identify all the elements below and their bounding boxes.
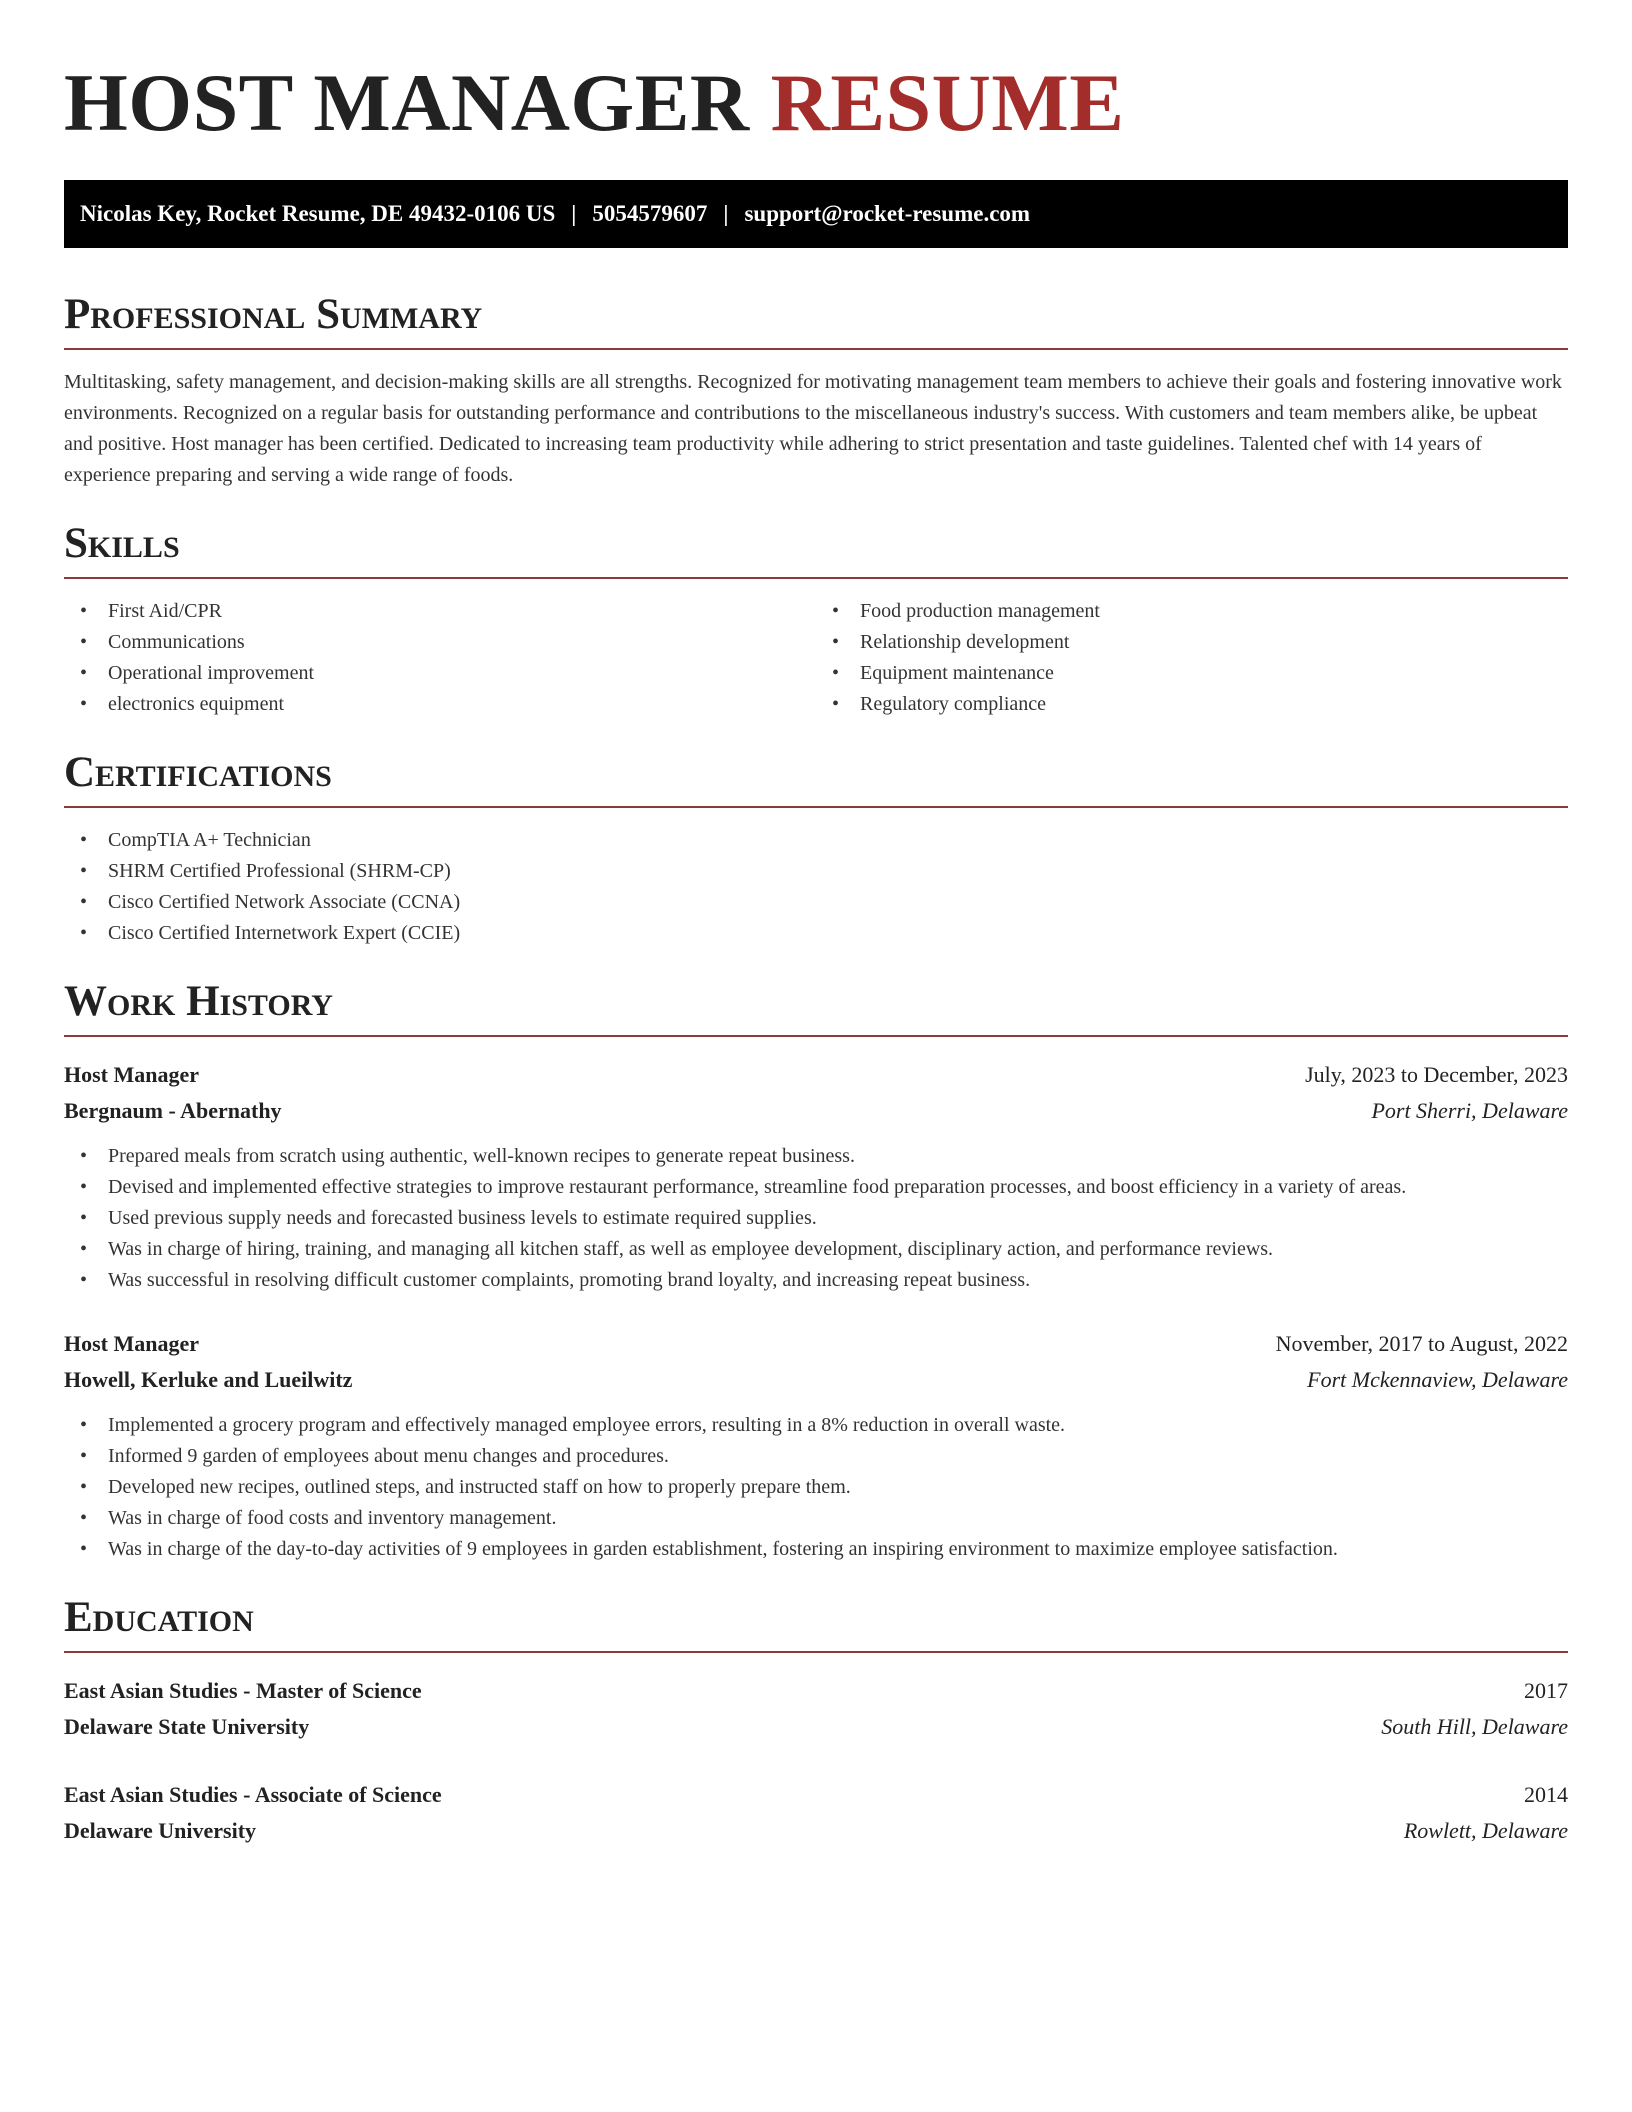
work-bullets	[64, 1410, 1568, 1565]
education-year: 2017	[1524, 1678, 1568, 1703]
work-entry	[64, 1057, 1568, 1296]
skills-list-right	[816, 596, 1568, 720]
work-role: Host Manager	[64, 1331, 200, 1356]
work-entry-subheader	[64, 1362, 1568, 1398]
work-dates: November, 2017 to August, 2022	[1275, 1331, 1568, 1356]
work-bullets	[64, 1141, 1568, 1296]
summary-text: Multitasking, safety management, and decision-making skills are all strengths. Recognized for motivating management team members to achieve their goals and fostering innovative work environments. Recognized on a regular basis for outstanding performance and contributions to the miscellaneous industry's success. With customers and team members alike, be upbeat and positive. Host manager has been certified. Dedicated to increasing team productivity while adhering to strict presentation and taste guidelines. Talented chef with 14 years of experience preparing and serving a wide range of foods.	[64, 371, 1562, 486]
education-section	[64, 1595, 1568, 1849]
certification-item: • CompTIA A+ Technician	[64, 825, 1568, 856]
certifications-section	[64, 750, 1568, 949]
resume-title	[64, 0, 1568, 152]
certification-item: • Cisco Certified Network Associate (CCNA)	[64, 887, 1568, 918]
skills-section	[64, 521, 1568, 720]
section-divider	[64, 806, 1568, 808]
education-entry	[64, 1673, 1568, 1745]
education-location: Rowlett, Delaware	[1403, 1818, 1568, 1843]
work-history-section	[64, 979, 1568, 1565]
section-title-work: Work History	[64, 978, 333, 1025]
work-bullet: • Devised and implemented effective strategies to improve restaurant performance, streamline food preparation processes, and boost efficiency in a variety of areas.	[64, 1172, 1568, 1203]
education-degree: East Asian Studies - Associate of Science	[64, 1782, 442, 1807]
education-location: South Hill, Delaware	[1381, 1714, 1568, 1739]
contact-bar	[64, 180, 1568, 248]
work-company: Howell, Kerluke and Lueilwitz	[64, 1367, 353, 1392]
section-divider	[64, 1035, 1568, 1037]
section-divider	[64, 1651, 1568, 1653]
skill-item: • Communications	[64, 627, 816, 658]
title-accent: RESUME	[770, 57, 1125, 148]
skill-item: • Relationship development	[816, 627, 1568, 658]
section-title-education: Education	[64, 1594, 254, 1641]
skills-list-left	[64, 596, 816, 720]
education-entry-subheader	[64, 1709, 1568, 1745]
contact-address: Nicolas Key, Rocket Resume, DE 49432-0106 US	[80, 201, 556, 226]
skill-item: • electronics equipment	[64, 689, 816, 720]
education-entry-header	[64, 1777, 1568, 1813]
work-entry-subheader	[64, 1093, 1568, 1129]
work-bullet: • Used previous supply needs and forecasted business levels to estimate required supplies.	[64, 1203, 1568, 1234]
contact-phone: 5054579607	[592, 201, 708, 226]
work-bullet: • Was in charge of the day-to-day activities of 9 employees in garden establishment, fostering an inspiring environment to maximize employee satisfaction.	[64, 1534, 1568, 1565]
education-school: Delaware State University	[64, 1714, 310, 1739]
work-location: Port Sherri, Delaware	[1371, 1098, 1568, 1123]
education-entry	[64, 1777, 1568, 1849]
work-location: Fort Mckennaview, Delaware	[1307, 1367, 1568, 1392]
education-entry-subheader	[64, 1813, 1568, 1849]
work-dates: July, 2023 to December, 2023	[1305, 1062, 1568, 1087]
work-bullet: • Was successful in resolving difficult customer complaints, promoting brand loyalty, and increasing repeat business.	[64, 1265, 1568, 1296]
contact-separator: |	[571, 201, 577, 226]
education-year: 2014	[1524, 1782, 1568, 1807]
work-bullet: • Prepared meals from scratch using authentic, well-known recipes to generate repeat business.	[64, 1141, 1568, 1172]
work-bullet: • Developed new recipes, outlined steps, and instructed staff on how to properly prepare them.	[64, 1472, 1568, 1503]
section-divider	[64, 348, 1568, 350]
skill-item: • Regulatory compliance	[816, 689, 1568, 720]
work-entry	[64, 1326, 1568, 1565]
section-title-skills: Skills	[64, 520, 180, 567]
contact-separator: |	[723, 201, 729, 226]
skill-item: • Operational improvement	[64, 658, 816, 689]
work-entry-header	[64, 1326, 1568, 1362]
work-bullet: • Was in charge of food costs and inventory management.	[64, 1503, 1568, 1534]
title-main: HOST MANAGER	[64, 57, 750, 148]
skill-item: • First Aid/CPR	[64, 596, 816, 627]
section-title-certifications: Certifications	[64, 749, 332, 796]
skill-item: • Food production management	[816, 596, 1568, 627]
skill-item: • Equipment maintenance	[816, 658, 1568, 689]
education-degree: East Asian Studies - Master of Science	[64, 1678, 422, 1703]
certification-item: • Cisco Certified Internetwork Expert (CCIE)	[64, 918, 1568, 949]
work-bullet: • Implemented a grocery program and effectively managed employee errors, resulting in a 8% reduction in overall waste.	[64, 1410, 1568, 1441]
certifications-list	[64, 825, 1568, 949]
skills-grid	[64, 596, 1568, 720]
certification-item: • SHRM Certified Professional (SHRM-CP)	[64, 856, 1568, 887]
work-role: Host Manager	[64, 1062, 200, 1087]
education-entry-header	[64, 1673, 1568, 1709]
education-school: Delaware University	[64, 1818, 257, 1843]
work-bullet: • Informed 9 garden of employees about menu changes and procedures.	[64, 1441, 1568, 1472]
summary-section	[64, 292, 1568, 491]
work-entry-header	[64, 1057, 1568, 1093]
section-title-summary: Professional Summary	[64, 291, 483, 338]
contact-email: support@rocket-resume.com	[744, 201, 1031, 226]
work-bullet: • Was in charge of hiring, training, and managing all kitchen staff, as well as employee development, disciplinary action, and performance reviews.	[64, 1234, 1568, 1265]
section-divider	[64, 577, 1568, 579]
work-company: Bergnaum - Abernathy	[64, 1098, 282, 1123]
